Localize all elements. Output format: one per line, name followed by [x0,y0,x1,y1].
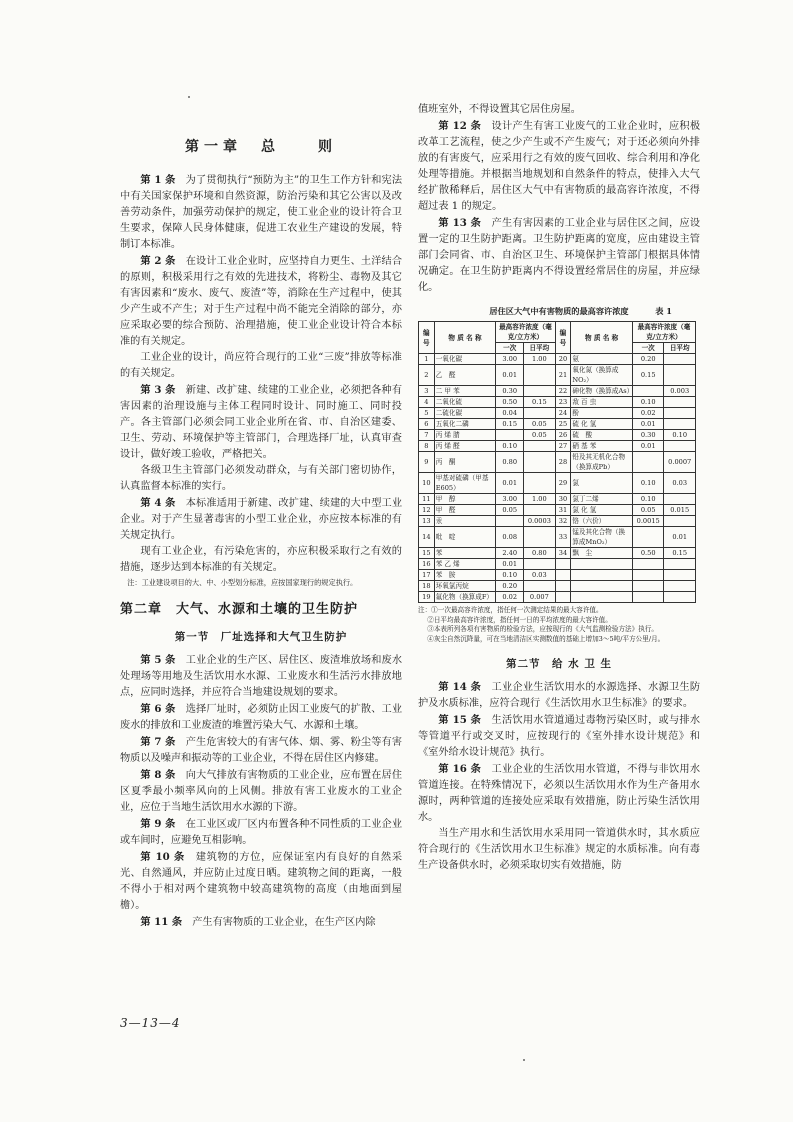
cell-no: 18 [419,581,435,592]
cell-name [571,570,633,581]
cell-once: 0.01 [632,419,664,430]
table-number: 表 1 [655,306,672,316]
cell-no: 26 [555,430,571,441]
cell-no: 15 [419,548,435,559]
cell-once: 0.20 [496,581,524,592]
cell-day: 0.003 [664,386,696,397]
cell-day: 0.05 [524,430,556,441]
article-6: 第 6 条 选择厂址时，必须防止因工业废气的扩散、工业废水的排放和工业废渣的堆置污染大气、水源和土壤。 [120,703,403,731]
cell-name: 二硫化碳 [434,408,496,419]
cell-once [632,452,664,473]
cell-day: 0.0003 [524,516,556,527]
cell-no: 19 [419,592,435,603]
article-9: 第 9 条 在工业区或厂区内布置各种不同性质的工业企业或车间时，应避免互相影响。 [120,818,403,846]
cell-once: 0.0015 [632,516,664,527]
cell-once [632,592,664,603]
chapter-2-title: 第二章 大气、水源和土壤的卫生防护 [120,602,359,617]
article-8: 第 8 条 向大气排放有害物质的工业企业，应布置在居住区夏季最小频率风向的上风侧。排放有害工业废水的工业企业，应位于当地生活饮用水水源的下游。 [120,769,403,813]
article-7: 第 7 条 产生危害较大的有害气体、烟、雾、粉尘等有害物质以及噪声和振动等的工业企业，不得在居住区内修建。 [120,736,403,764]
cell-name: 氯 化 氢 [571,505,633,516]
cell-once: 0.50 [632,548,664,559]
article-5: 第 5 条 工业企业的生产区、居住区、废渣堆放场和废水处理场等用地及生活饮用水水源、工业废水和生活污水排放地点，应同时选择，并应符合当地建设规划的要求。 [120,654,403,698]
left-column [120,102,402,931]
right-column [418,102,700,874]
col-header-day: 日平均 [524,343,556,354]
cell-no: 1 [419,354,435,365]
article-3-para-2: 各级卫生主管部门必须发动群众，与有关部门密切协作，认真监督本标准的实行。 [120,465,402,492]
table-note: ③本表所列各项有害物质的检验方法，应按现行的《大气监测检验方法》执行。 [427,625,659,633]
cell-name: 甲 醛 [434,505,496,516]
article-13: 第 13 条 产生有害因素的工业企业与居住区之间，应设置一定的卫生防护距离。卫生防护距离的宽度，应由建设主管部门会同省、市、自治区卫生、环境保护主管部门根据具体情况确定。在卫生防护距离内不得设置经常居住的房屋，并应绿化。 [418,217,701,293]
table-row [419,570,696,581]
table-row [419,419,696,430]
table-row [419,527,696,548]
cell-name: 吡 啶 [434,527,496,548]
cell-no: 31 [555,505,571,516]
cell-once: 2.40 [496,548,524,559]
cell-once: 0.04 [496,408,524,419]
cell-day [664,494,696,505]
col-header-once: 一次 [496,343,524,354]
cell-no [555,570,571,581]
cell-once [632,581,664,592]
cell-name: 氟化物（换算成F） [434,592,496,603]
col-header-name: 物 质 名 称 [434,322,496,354]
cell-once: 3.00 [496,354,524,365]
table-note: 注：①一次最高容许浓度，指任何一次测定结果的最大容许值。 [418,606,603,614]
cell-once: 3.00 [496,494,524,505]
cell-no: 5 [419,408,435,419]
cell-no: 14 [419,527,435,548]
page-number: 3—13—4 [120,1016,181,1030]
scan-speck [523,1059,525,1061]
article-3: 第 3 条 新建、改扩建、续建的工业企业，必须把各种有害因素的治理设施与主体工程同时设计、同时施工、同时投产。各主管部门必须会同工业企业所在省、市、自治区建委、卫生、劳动、环境保护等主管部门，合理选择厂址，认真审查设计，做好竣工验收，严格把关。 [120,384,403,460]
cell-day [524,505,556,516]
table-row [419,354,696,365]
cell-day: 0.15 [664,548,696,559]
col-header-conc: 最高容许浓度（毫克/立方米） [496,322,555,343]
cell-name: 氧化氮（换算成NO₂） [571,365,633,386]
cell-once: 0.15 [496,419,524,430]
cell-day: 0.03 [524,570,556,581]
cell-day [664,570,696,581]
cell-no: 20 [555,354,571,365]
cell-no: 21 [555,365,571,386]
table-note: ②日平均最高容许浓度，指任何一日的平均浓度的最大容许值。 [427,615,612,624]
cell-once [632,559,664,570]
cell-name: 汞 [434,516,496,527]
cell-day [664,592,696,603]
cell-name: 甲 醇 [434,494,496,505]
cell-no: 3 [419,386,435,397]
scan-speck [188,96,190,98]
cell-once: 0.02 [496,592,524,603]
table-row [419,581,696,592]
col-header-day-2: 日平均 [664,343,696,354]
cell-no [555,592,571,603]
cell-day [664,397,696,408]
cell-name: 苯 乙 烯 [434,559,496,570]
cell-once [632,570,664,581]
cell-day [664,441,696,452]
cell-no: 34 [555,548,571,559]
table-row [419,505,696,516]
cell-name: 砷化物（换算成As） [572,387,634,395]
table-notes [418,606,700,644]
cell-no [555,559,571,570]
cell-once: 0.10 [632,494,664,505]
cell-no: 27 [555,441,571,452]
cell-once: 0.15 [632,365,664,386]
cell-name: 五氧化二磷 [434,419,496,430]
cell-day [524,386,556,397]
cell-day: 0.0007 [664,452,696,473]
cell-name: 苯 [434,548,496,559]
cell-once: 0.01 [496,365,524,386]
article-10: 第 10 条 建筑物的方位，应保证室内有良好的自然采光、自然通风，并应防止过度日晒。建筑物之间的距离，一般不得小于相对两个建筑物中较高建筑物的高度（由地面到屋檐）。 [120,851,403,911]
cell-no: 22 [555,386,571,397]
cell-name: 硫 化 氢 [571,419,633,430]
cell-once: 0.20 [632,354,664,365]
cell-once: 0.01 [496,559,524,570]
cell-day [524,527,556,548]
cell-once: 0.10 [496,441,524,452]
cell-name: 硝 基 苯 [571,441,633,452]
cell-name: 一氧化碳 [434,354,496,365]
cell-no: 17 [419,570,435,581]
cell-day [664,516,696,527]
cell-name: 丙 烯 醛 [434,441,496,452]
col-header-no-2: 编号 [555,322,571,354]
cell-no: 33 [555,527,571,548]
cell-name: 苯 胺 [434,570,496,581]
concentration-table [418,321,696,603]
cell-name: 甲基对硫磷（甲基E605） [434,473,496,494]
cell-once [632,527,664,548]
col-header-once-2: 一次 [632,343,664,354]
cell-name: 环氧氯丙烷 [434,581,496,592]
section-1-title: 第一节 厂址选择和大气卫生防护 [174,631,348,643]
cell-day: 0.05 [524,419,556,430]
cell-once: 0.10 [632,473,664,494]
cell-no: 7 [419,430,435,441]
footnote: 注：工业建设项目的大、中、小型划分标准，应按国家现行的规定执行。 [127,578,358,587]
cell-name: 硫 酸 [571,430,633,441]
cell-no: 32 [555,516,571,527]
article-16: 第 16 条 工业企业的生活饮用水管道，不得与非饮用水管道连接。在特殊情况下，必须以生活饮用水作为生产备用水源时，两种管道的连接处应采取有效措施，防止污染生活饮用水。 [418,763,701,823]
cell-name: 丙 酮 [434,452,496,473]
cell-day [664,365,696,386]
cell-no: 23 [555,397,571,408]
article-2: 第 2 条 在设计工业企业时，应坚持自力更生、土洋结合的原则，积极采用行之有效的先进技术，将粉尘、毒物及其它有害因素和“废水、废气、废渣”等，消除在生产过程中，使其少产生或不产生；对于生产过程中尚不能完全消除的部分，亦应采取必要的综合预防、治理措施，使工业企业设计符合本标准的有关规定。 [120,255,403,347]
col-header-no: 编号 [419,322,435,354]
cell-once: 0.10 [632,397,664,408]
article-15: 第 15 条 生活饮用水管道通过毒物污染区时，或与排水等管道平行或交叉时，应按现行的《室外排水设计规范》和《室外给水设计规范》执行。 [418,714,701,758]
table-row [419,365,696,386]
cell-no [555,581,571,592]
cell-day: 1.00 [524,354,556,365]
cell-day [524,473,556,494]
article-4: 第 4 条 本标准适用于新建、改扩建、续建的大中型工业企业。对于产生显著毒害的小型工业企业，亦应按本标准的有关规定执行。 [120,497,403,541]
cell-once: 0.30 [632,430,664,441]
cell-day [524,559,556,570]
cell-no: 28 [555,452,571,473]
cell-name: 氨 [571,354,633,365]
cell-no: 4 [419,397,435,408]
table-caption [418,306,700,317]
cell-name: 铅及其无机化合物（换算成Pb） [571,452,633,473]
table-row [419,548,696,559]
table-note: ④灰尘自然沉降量，可在当地清洁区实测数值的基础上增加3～5吨/平方公里/月。 [427,634,665,643]
cell-name [571,559,633,570]
cell-once [632,386,664,397]
cell-name: 飘 尘 [571,548,633,559]
col-header-conc-2: 最高容许浓度（毫克/立方米） [632,322,695,343]
cell-day: 1.00 [524,494,556,505]
article-1: 第 1 条 为了贯彻执行“预防为主”的卫生工作方针和宪法中有关国家保护环境和自然资源，防治污染和其它公害以及改善劳动条件，加强劳动保护的规定，使工业企业的设计符合卫生要求，保障人民身体健康，促进工农业生产建设的发展，特制订本标准。 [120,174,403,250]
cell-day: 0.03 [664,473,696,494]
cell-name: 铬（六价） [571,516,633,527]
cell-name: 锰及其化合物（换算成MnO₂） [571,527,633,548]
cell-once: 0.01 [496,473,524,494]
cell-once: 0.01 [632,441,664,452]
cell-no: 10 [419,473,435,494]
table-row [419,559,696,570]
article-2-para-2: 工业企业的设计，尚应符合现行的工业“三废”排放等标准的有关规定。 [120,352,402,379]
cell-day: 0.15 [524,397,556,408]
table-row [419,452,696,473]
cell-name: 敌 百 虫 [571,397,633,408]
cell-day [664,354,696,365]
cell-no: 24 [555,408,571,419]
cell-name: 二 甲 苯 [434,386,496,397]
cell-once: 0.05 [496,505,524,516]
article-12: 第 12 条 设计产生有害工业废气的工业企业时，应积极改革工艺流程，使之少产生或不产生废气；对于还必须向外排放的有害废气，应采用行之有效的废气回收、综合利用和净化处理等措施。并根据当地规划和自然条件的特点，使排入大气经扩散稀释后，居住区大气中有害物质的最高容许浓度，不得超过表 1 的规定。 [418,120,701,212]
cell-no: 2 [419,365,435,386]
cell-day: 0.80 [524,548,556,559]
table-row [419,430,696,441]
cell-name: 酚 [571,408,633,419]
cell-day [664,559,696,570]
cell-once: 0.05 [632,505,664,516]
cell-no: 11 [419,494,435,505]
table-row [419,592,696,603]
table-row [419,408,696,419]
cell-once: 0.80 [496,452,524,473]
cell-once: 0.30 [496,386,524,397]
cell-day: 0.015 [664,505,696,516]
article-11: 第 11 条 产生有害物质的工业企业，在生产区内除 [140,916,376,928]
cell-once [496,516,524,527]
cell-no: 6 [419,419,435,430]
section-2-title: 第二节 给 水 卫 生 [506,658,612,670]
article-16-para-2: 当生产用水和生活饮用水采用同一管道供水时，其水质应符合现行的《生活饮用水卫生标准》规定的水质标准。向有毒生产设备供水时，必须采取切实有效措施，防 [418,828,700,871]
cell-day [524,408,556,419]
article-14: 第 14 条 工业企业生活饮用水的水源选择、水源卫生防护及水质标准，应符合现行《生活饮用水卫生标准》的要求。 [418,681,701,709]
cell-no: 25 [555,419,571,430]
cell-name: 氯 [571,473,633,494]
cell-name: 氯丁二烯 [571,494,633,505]
table-row [419,397,696,408]
table-row [419,494,696,505]
cell-day: 0.01 [664,527,696,548]
cell-name [571,581,633,592]
cell-once: 0.08 [496,527,524,548]
cell-once [496,430,524,441]
article-11-continued: 值班室外，不得设置其它居住房屋。 [418,104,581,115]
cell-no: 30 [555,494,571,505]
cell-no: 9 [419,452,435,473]
cell-day [524,365,556,386]
table-title: 居住区大气中有害物质的最高容许浓度 [489,306,629,316]
cell-day [664,408,696,419]
cell-day [524,441,556,452]
cell-day: 0.007 [524,592,556,603]
cell-name: 乙 醛 [434,365,496,386]
table-row [419,473,696,494]
cell-no: 29 [555,473,571,494]
cell-day: 0.10 [664,430,696,441]
cell-no: 16 [419,559,435,570]
cell-day [524,581,556,592]
table-row [419,516,696,527]
table-row [419,441,696,452]
cell-no: 8 [419,441,435,452]
col-header-name-2: 物 质 名 称 [571,322,633,354]
cell-day [664,581,696,592]
cell-day [664,419,696,430]
cell-day [524,452,556,473]
table-row [419,386,696,397]
cell-no: 12 [419,505,435,516]
cell-no: 13 [419,516,435,527]
article-4-para-2: 现有工业企业，有污染危害的，亦应积极采取行之有效的措施，逐步达到本标准的有关规定。 [120,546,402,573]
cell-once: 0.50 [496,397,524,408]
cell-once: 0.10 [496,570,524,581]
cell-once: 0.02 [632,408,664,419]
cell-name: 二氧化硫 [434,397,496,408]
chapter-1-title: 第一章 总 则 [185,139,337,155]
cell-name: 丙 烯 腈 [434,430,496,441]
cell-name [571,592,633,603]
